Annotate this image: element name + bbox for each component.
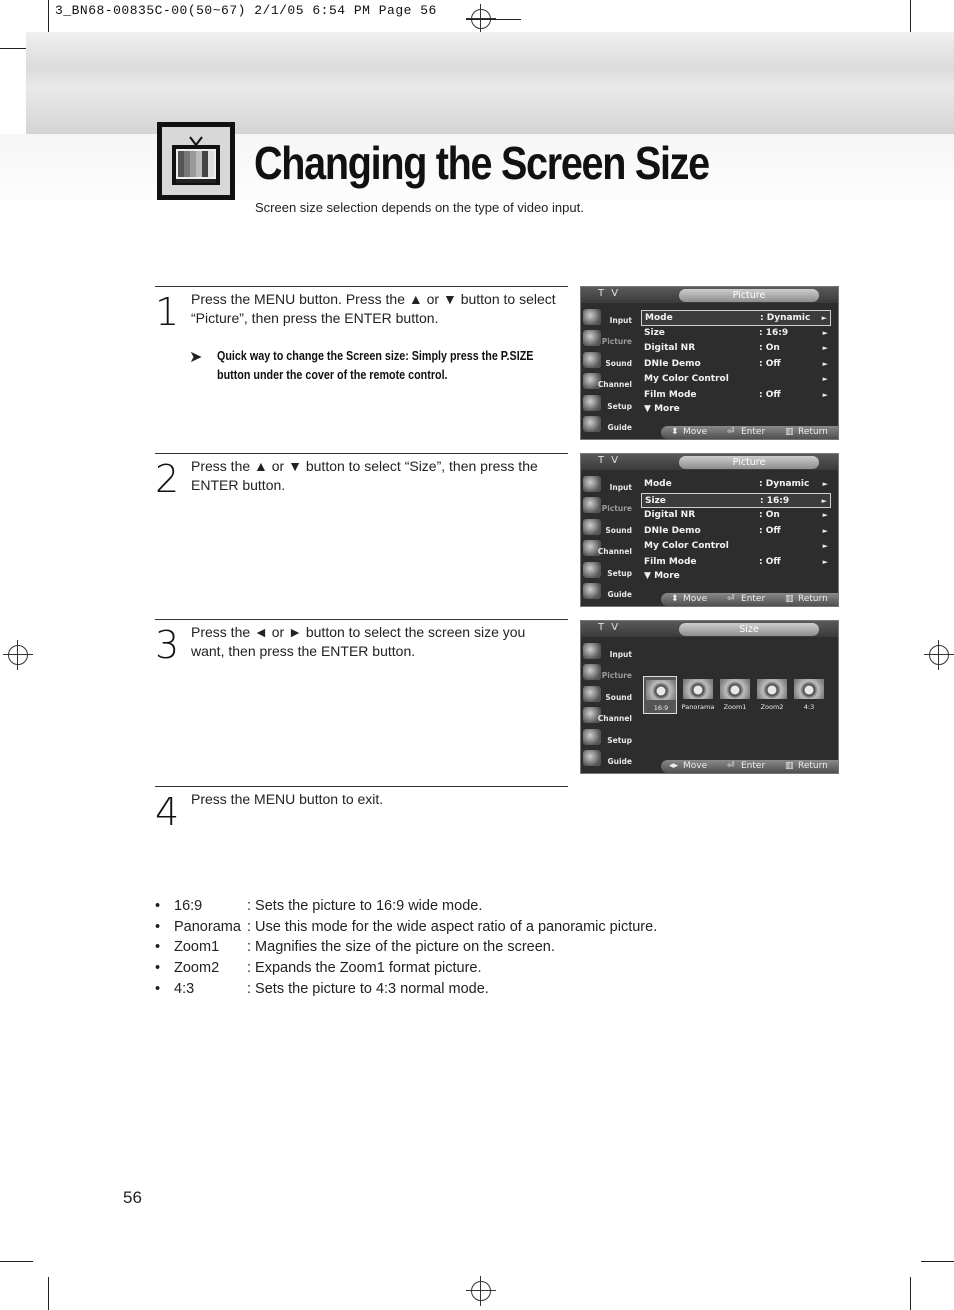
- osd-row: My Color Control ►: [644, 374, 828, 384]
- return-icon: ▥: [785, 761, 794, 771]
- flower-thumbnail-icon: [683, 679, 713, 699]
- osd-side-setup: Setup: [583, 729, 635, 749]
- osd-more: ▼ More: [644, 404, 680, 414]
- osd-menu-list: [641, 310, 831, 403]
- picture-icon: [583, 330, 601, 346]
- setup-icon: [583, 562, 601, 578]
- osd-bottom-bar: ⬍ Move ⏎ Enter ▥ Return: [661, 426, 839, 439]
- osd-side-setup: Setup: [583, 395, 635, 415]
- step-text: Press the MENU button. Press the ▲ or ▼ button to select “Picture”, then press the ENTER button.: [191, 291, 556, 326]
- down-triangle-icon: ▼: [644, 571, 651, 581]
- return-icon: ▥: [785, 427, 794, 437]
- step-number: 1: [155, 290, 180, 334]
- guide-icon: [583, 583, 601, 599]
- updown-icon: ⬍: [671, 594, 679, 604]
- osd-side-picture: Picture: [583, 497, 635, 517]
- osd-side-sound: Sound: [583, 519, 635, 539]
- crop-mark: [466, 19, 521, 20]
- osd-sidebar: [581, 470, 635, 599]
- osd-row: Size : 16:9 ►: [644, 327, 828, 338]
- osd-side-guide: Guide: [583, 750, 635, 770]
- osd-row: DNIe Demo : Off ►: [644, 358, 828, 369]
- osd-picture-menu-size: [580, 453, 839, 607]
- sound-icon: [583, 519, 601, 535]
- guide-icon: [583, 416, 601, 432]
- size-option-zoom2[interactable]: Zoom2: [755, 676, 789, 714]
- osd-row: Digital NR : On ►: [644, 343, 828, 353]
- crop-mark: [48, 0, 49, 33]
- updown-icon: ⬍: [671, 427, 679, 437]
- picture-icon: [583, 497, 601, 513]
- osd-sidebar: [581, 637, 635, 766]
- osd-header: Picture: [732, 290, 766, 301]
- input-icon: [583, 643, 601, 659]
- flower-thumbnail-icon: [720, 679, 750, 699]
- step-text: Press the ▲ or ▼ button to select “Size”, then press the ENTER button.: [191, 458, 538, 493]
- osd-side-input: Input: [583, 643, 635, 663]
- osd-side-channel: Channel: [583, 373, 635, 393]
- osd-side-input: Input: [583, 476, 635, 496]
- flower-thumbnail-icon: [646, 680, 676, 700]
- step-text: Press the ◄ or ► button to select the screen size you want, then press the ENTER button.: [191, 624, 526, 659]
- osd-side-channel: Channel: [583, 707, 635, 727]
- size-option-4-3[interactable]: 4:3: [792, 676, 826, 714]
- osd-header: Picture: [732, 457, 766, 468]
- osd-more: ▼ More: [644, 571, 680, 581]
- step-text: Press the MENU button to exit.: [191, 791, 384, 807]
- osd-size-menu: [580, 620, 839, 774]
- osd-side-channel: Channel: [583, 540, 635, 560]
- note-arrow-icon: ➤: [189, 349, 203, 366]
- setup-icon: [583, 729, 601, 745]
- page-title: Changing the Screen Size: [254, 137, 709, 189]
- crop-mark: [921, 1261, 954, 1262]
- sound-icon: [583, 686, 601, 702]
- print-header: 3_BN68-00835C-00(50~67) 2/1/05 6:54 PM Page 56: [55, 3, 437, 18]
- crop-mark: [910, 1277, 911, 1310]
- osd-bottom-bar: ◂▸ Move ⏎ Enter ▥ Return: [661, 760, 839, 773]
- crop-mark: [0, 1261, 33, 1262]
- osd-side-guide: Guide: [583, 416, 635, 436]
- enter-icon: ⏎: [727, 761, 735, 771]
- osd-row: My Color Control ►: [644, 541, 828, 551]
- guide-icon: [583, 750, 601, 766]
- osd-side-sound: Sound: [583, 686, 635, 706]
- osd-tv-label: T V: [598, 455, 621, 466]
- crop-mark: [48, 1277, 49, 1310]
- size-option-panorama[interactable]: Panorama: [681, 676, 715, 714]
- tv-icon: [157, 122, 235, 200]
- osd-side-picture: Picture: [583, 330, 635, 350]
- registration-mark: [3, 640, 33, 670]
- registration-mark: [466, 1276, 496, 1306]
- input-icon: [583, 309, 601, 325]
- flower-thumbnail-icon: [757, 679, 787, 699]
- osd-tv-label: T V: [598, 622, 621, 633]
- osd-tv-label: T V: [598, 288, 621, 299]
- step-divider: [155, 286, 568, 287]
- osd-bottom-bar: ⬍ Move ⏎ Enter ▥ Return: [661, 593, 839, 606]
- osd-side-picture: Picture: [583, 664, 635, 684]
- note-text: Quick way to change the Screen size: Simply press the P.SIZE button under the cover of the remote control.: [217, 349, 534, 382]
- step-divider: [155, 453, 568, 454]
- osd-sidebar: [581, 303, 635, 432]
- enter-icon: ⏎: [727, 594, 735, 604]
- flower-thumbnail-icon: [794, 679, 824, 699]
- osd-row: Digital NR : On ►: [644, 510, 828, 520]
- crop-mark: [910, 0, 911, 33]
- osd-side-sound: Sound: [583, 352, 635, 372]
- osd-row: Film Mode : Off ►: [644, 556, 828, 567]
- leftright-icon: ◂▸: [669, 761, 679, 771]
- picture-icon: [583, 664, 601, 680]
- osd-side-guide: Guide: [583, 583, 635, 603]
- header-banner: [26, 32, 954, 134]
- osd-row: Size : 16:9 ►: [641, 493, 831, 509]
- size-option-zoom1[interactable]: Zoom1: [718, 676, 752, 714]
- step-number: 3: [155, 623, 180, 667]
- step-divider: [155, 786, 568, 787]
- enter-icon: ⏎: [727, 427, 735, 437]
- step-divider: [155, 619, 568, 620]
- osd-row: Film Mode : Off ►: [644, 389, 828, 400]
- osd-side-input: Input: [583, 309, 635, 329]
- osd-row: DNIe Demo : Off ►: [644, 525, 828, 536]
- osd-row: Mode : Dynamic ►: [641, 310, 831, 326]
- size-options: [641, 676, 831, 716]
- setup-icon: [583, 395, 601, 411]
- down-triangle-icon: ▼: [644, 404, 651, 414]
- step-number: 4: [155, 790, 180, 834]
- osd-menu-list: [641, 477, 831, 570]
- step-number: 2: [155, 457, 180, 501]
- registration-mark: [924, 640, 954, 670]
- osd-picture-menu: [580, 286, 839, 440]
- size-option-16-9[interactable]: 16:9: [643, 676, 677, 714]
- input-icon: [583, 476, 601, 492]
- osd-header: Size: [739, 624, 759, 635]
- page-number: 56: [123, 1188, 142, 1207]
- osd-row: Mode : Dynamic ►: [644, 479, 828, 489]
- osd-side-setup: Setup: [583, 562, 635, 582]
- return-icon: ▥: [785, 594, 794, 604]
- sound-icon: [583, 352, 601, 368]
- page-subtitle: Screen size selection depends on the type of video input.: [255, 200, 584, 215]
